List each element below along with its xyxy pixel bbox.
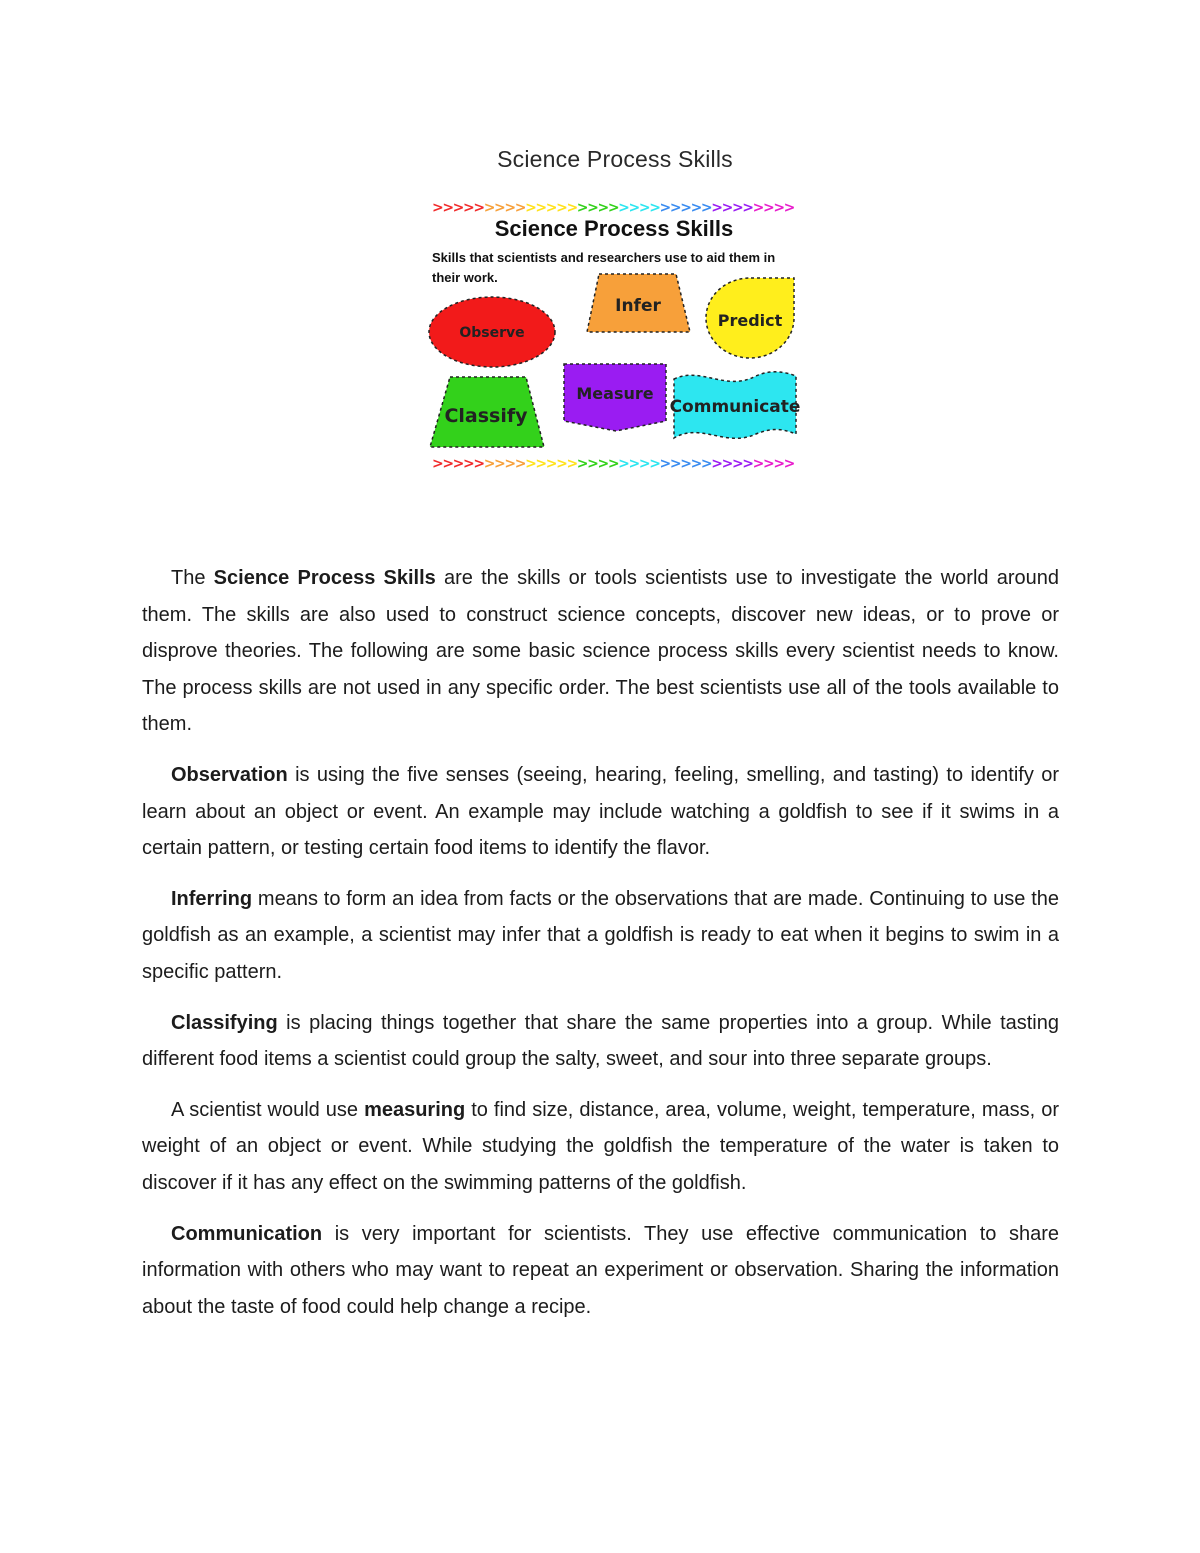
observe-label: Observe (459, 325, 525, 341)
chevron-glyph: > (525, 456, 537, 472)
chevron-glyph: > (762, 456, 775, 472)
paragraph-lead: A scientist would use (171, 1098, 365, 1121)
paragraph-body: means to form an idea from facts or the observations that are made. Continuing to use the goldfish as an example, a scientist may infer that a goldfish is ready to eat when it begins to swim in a specific pattern. (142, 887, 1059, 983)
chevron-glyph: > (535, 456, 548, 472)
chevron-glyph: > (556, 200, 568, 216)
term-classifying: Classifying (171, 1011, 278, 1034)
chevron-glyph: > (752, 456, 765, 472)
chevron-glyph: > (731, 456, 744, 472)
chevron-glyph: > (700, 200, 713, 216)
chevron-glyph: > (463, 200, 475, 216)
chevron-glyph: > (742, 200, 755, 216)
chevron-glyph: > (587, 456, 599, 472)
chevron-glyph: > (483, 200, 496, 216)
chevron-glyph: > (711, 456, 723, 472)
skills-shapes (426, 196, 802, 472)
chevron-glyph: > (442, 200, 455, 216)
chevron-glyph: > (731, 200, 744, 216)
chevron-glyph: > (514, 200, 527, 216)
paragraph-body: is using the five senses (seeing, hearing, feeling, smelling, and tasting) to identify or learn about an object or event. An example may include watching a goldfish to see if it swims in a certain pattern, or testing certain food items to identify the flavor. (142, 763, 1059, 860)
paragraph-body: to find size, distance, area, volume, weight, temperature, mass, or weight of an object or event. While studying the goldfish the temperature of the water is taken to discover if it has any effect on the swimming patterns of the goldfish. (142, 1098, 1059, 1194)
chevron-glyph: > (452, 200, 465, 216)
chevron-glyph: > (597, 200, 610, 216)
communicate-shape (670, 372, 801, 439)
chevron-glyph: > (452, 456, 465, 472)
chevron-glyph: > (700, 456, 713, 472)
chevron-glyph: > (432, 456, 444, 472)
chevron-glyph: > (659, 456, 672, 472)
chevron-glyph: > (762, 200, 775, 216)
infographic-subheading: Skills that scientists and researchers use to aid them in their work. (432, 250, 776, 285)
chevron-glyph: > (669, 456, 682, 472)
chevron-glyph: > (618, 456, 630, 472)
chevron-glyph: > (566, 456, 579, 472)
chevron-glyph: > (607, 456, 620, 472)
chevron-glyph: > (556, 456, 568, 472)
chevron-glyph: > (659, 200, 672, 216)
chevron-glyph: > (680, 200, 692, 216)
communicate-label: Communicate (669, 397, 801, 417)
page-title: Science Process Skills (497, 146, 733, 172)
chevron-glyph: > (504, 200, 517, 216)
chevron-glyph: > (638, 200, 651, 216)
chevron-glyph: > (473, 200, 486, 216)
paragraph-communication (142, 1216, 1059, 1326)
chevron-glyph: > (773, 200, 786, 216)
term-measuring: measuring (364, 1098, 466, 1121)
chevron-glyph: > (721, 200, 734, 216)
chevron-glyph: > (494, 200, 506, 216)
paragraph-intro (142, 560, 1059, 743)
term-science-process-skills: Science Process Skills (213, 567, 436, 589)
chevron-glyph: > (463, 456, 475, 472)
infer-label: Infer (615, 296, 661, 316)
chevron-glyph: > (669, 200, 682, 216)
chevron-glyph: > (504, 456, 517, 472)
chevron-glyph: > (525, 200, 537, 216)
chevron-glyph: > (690, 456, 703, 472)
chevron-glyph: > (618, 200, 630, 216)
paragraph-classifying (142, 1005, 1059, 1078)
chevron-glyph: > (576, 200, 589, 216)
chevron-glyph: > (783, 200, 796, 216)
chevron-glyph: > (628, 200, 641, 216)
infer-shape (587, 274, 690, 332)
chevron-glyph: > (649, 200, 661, 216)
chevron-border-bottom (426, 452, 802, 472)
chevron-glyph: > (711, 200, 723, 216)
paragraph-measuring (142, 1092, 1059, 1202)
observe-shape (429, 297, 555, 367)
chevron-glyph: > (587, 200, 599, 216)
chevron-glyph: > (442, 456, 455, 472)
paragraph-observation (142, 757, 1059, 867)
chevron-glyph: > (514, 456, 527, 472)
paragraph-body: is placing things together that share the same properties into a group. While tasting different food items a scientist could group the salty, sweet, and sour into three separate groups. (142, 1011, 1059, 1071)
chevron-glyph: > (483, 456, 496, 472)
term-communication: Communication (171, 1222, 323, 1245)
chevron-glyph: > (432, 200, 444, 216)
measure-shape (564, 364, 666, 431)
paragraph-body: is very important for scientists. They use effective communication to share information with others who may want to repeat an experiment or observation. Sharing the information about the taste of food could help change a recipe. (142, 1222, 1059, 1318)
chevron-glyph: > (721, 456, 734, 472)
predict-shape (706, 278, 794, 358)
chevron-glyph: > (473, 456, 486, 472)
infographic-heading: Science Process Skills (494, 216, 734, 241)
paragraph-body: are the skills or tools scientists use to investigate the world around them. The skills are also used to construct science concepts, discover new ideas, or to prove or disprove theories. The following are some basic science process skills every scientist needs to know. The process skills are not used in any specific order. The best scientists use all of the tools available to them. (142, 567, 1059, 736)
chevron-glyph: > (752, 200, 765, 216)
chevron-glyph: > (680, 456, 692, 472)
predict-label: Predict (717, 311, 783, 330)
chevron-glyph: > (545, 456, 558, 472)
chevron-glyph: > (742, 456, 755, 472)
classify-label: Classify (444, 405, 528, 427)
chevron-glyph: > (628, 456, 641, 472)
measure-label: Measure (576, 384, 654, 403)
chevron-glyph: > (597, 456, 610, 472)
chevron-glyph: > (576, 456, 589, 472)
chevron-glyph: > (535, 200, 548, 216)
chevron-glyph: > (494, 456, 506, 472)
paragraph-inferring (142, 881, 1059, 991)
body-text (142, 560, 1059, 1339)
chevron-glyph: > (773, 456, 786, 472)
term-inferring: Inferring (171, 887, 253, 910)
paragraph-lead: The (171, 567, 214, 589)
classify-shape (430, 377, 544, 447)
chevron-glyph: > (545, 200, 558, 216)
science-process-skills-infographic (426, 196, 802, 472)
chevron-glyph: > (649, 456, 661, 472)
chevron-glyph: > (607, 200, 620, 216)
chevron-glyph: > (638, 456, 651, 472)
chevron-glyph: > (690, 200, 703, 216)
term-observation: Observation (171, 763, 288, 786)
chevron-glyph: > (783, 456, 796, 472)
chevron-glyph: > (566, 200, 579, 216)
